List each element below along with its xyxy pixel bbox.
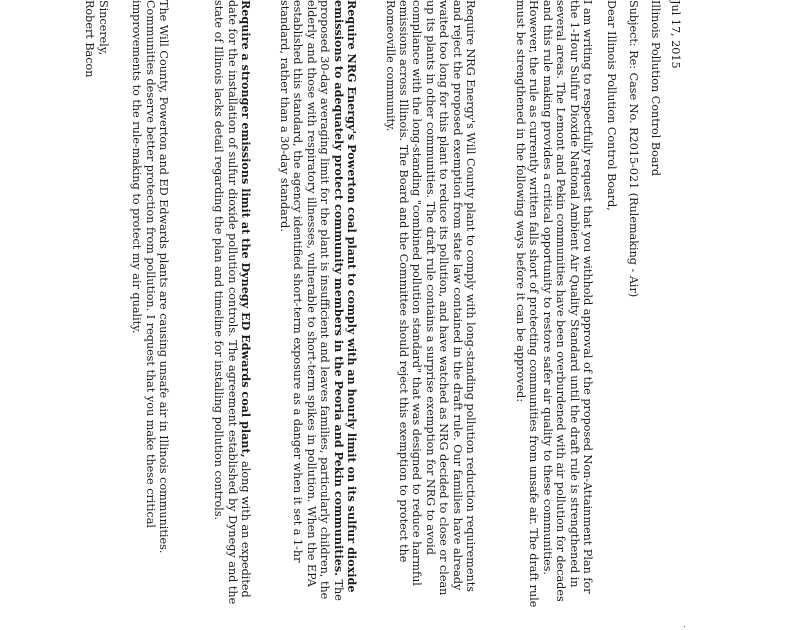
letter-paragraph-ed-edwards-lead: Require a stronger emissions limit at the Dynegy ED Edwards coal plant, — [239, 0, 253, 458]
letter-signature: Robert Bacon — [83, 0, 96, 78]
scan-artifact-mark: . — [683, 620, 686, 630]
letter-paragraph-powerton-lead: Require NRG Energy's Powerton coal plant to comply with an hourly limit on its sulfur dioxide emissions to adequately protect community members in the Peoria and Pekin communities. — [331, 0, 359, 593]
letter-paragraph-ed-edwards — [212, 0, 252, 610]
letter-paragraph-will-county: Require NRG Energy's Will County plant to comply with long-standing pollution reduction requirements and reject the proposed exemption from state law contained in the draft rule. Our families have already waited too long for this plant to reduce its pollution, and have watched as NRG decided to close or clean up its plants in other communities. The draft rule contains a surprise exemption for NRG to avoid compliance with the long-standing "combined pollution standard" that was designed to reduce harmful emissions across Illinois. The Board and the Committee should reject this exemption to protect the Romeoville community. — [383, 0, 477, 596]
letter-closing-paragraph: The Will County, Powerton and ED Edwards plants are causing unsafe air in Illinois communities. Communities deserve better protection from pollution. I request that you make these critical improvements to the rule-making to protect my air quality. — [130, 0, 170, 554]
letter-intro-paragraph: I am writing to respectfully request that you withhold approval of the proposed Non-Attainment Plan for the 1-Hour Sulfur Dioxide National Ambient Air Quality Standard until the draft rule is strengthened in several areas. The Lemont and Pekin communities have been overburdened with air pollution for decades and this rule making provides a critical opportunity to restore safer air quality to these communities. However, the rule as currently written falls short of protecting communities from unsafe air. The draft rule must be strengthened in the following ways before it can be approved: — [513, 0, 594, 608]
letter-paragraph-ed-edwards-rest: along with an expedited date for the installation of sulfur dioxide pollution controls. The agreement established by Dynegy and the state of Illinois lacks detail regarding the plan and timeline for installing pollution controls. — [212, 0, 252, 605]
letter-paragraph-powerton — [278, 0, 358, 610]
letter-salutation: Dear Illinois Pollution Control Board, — [605, 0, 618, 211]
letter-date: Jul 17, 2015 — [669, 0, 682, 69]
letter-subject: Subject: Re: Case No. R2015-021 (Rulemaking - Air) — [627, 0, 640, 298]
letter-paragraph-powerton-rest: The proposed 30-day averaging limit for the plant is insufficient and leaves families, particularly children, the elderly and those with respiratory illnesses, vulnerable to short-term spikes in pollution. When the EPA established this standard, the agency identified short-term exposure as a danger when it set a 1-hr standard, rather than a 30-day standard. — [277, 0, 345, 601]
letter-sign-off: Sincerely, — [97, 0, 110, 56]
letter-recipient: Illinois Pollution Control Board — [649, 0, 662, 177]
